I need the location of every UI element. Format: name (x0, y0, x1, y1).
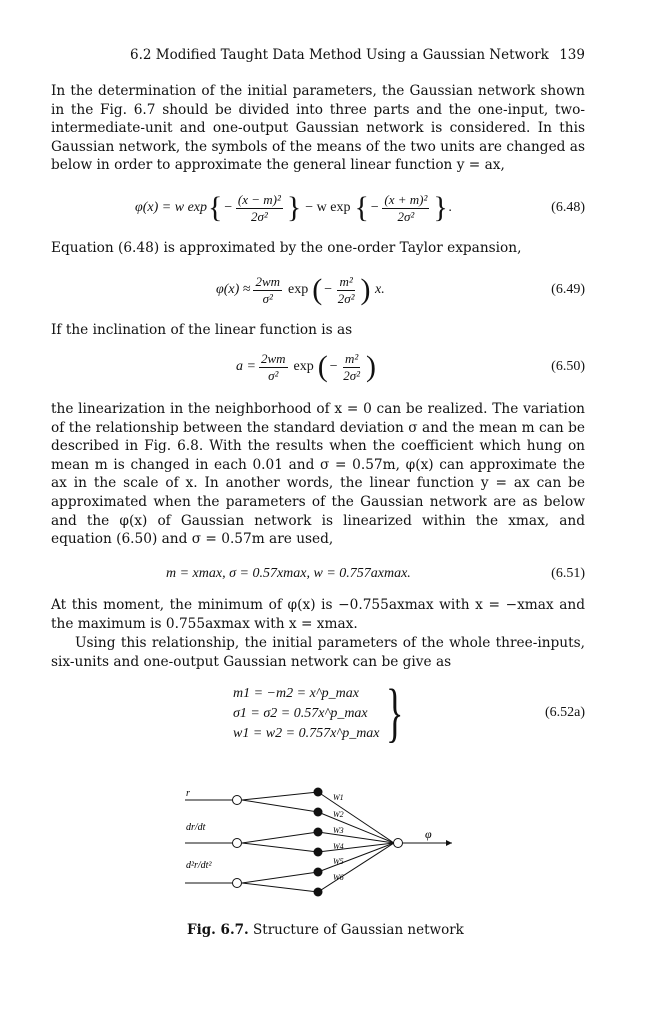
hidden-node (314, 848, 323, 857)
equation-6-49: φ(x) ≈ $\frac{2wm}{\text{σ²}}$ exp ( − $\frac{\text{m²}}{\text{2σ²}}$ ) x. (6.49) (216, 273, 585, 306)
input-label-dr-dt: dr/dt (186, 822, 206, 833)
weight-label-w2: W2 (333, 810, 344, 819)
weight-label-w3: W3 (333, 826, 344, 835)
output-node (394, 839, 403, 848)
eq649-tail: x. (375, 282, 385, 297)
eq649-lhs: φ(x) ≈ (216, 282, 251, 297)
eq648-minus: − w exp (305, 200, 351, 215)
eq649-exp: exp (288, 282, 309, 297)
eq652a-number: (6.52a) (544, 705, 585, 720)
hidden-node (314, 788, 323, 797)
input-label-r: r (186, 788, 190, 799)
weight-label-w6: W6 (333, 873, 344, 882)
paragraph-intro: In the determination of the initial parameters, the Gaussian network shown in the Fig. 6.7 should be divided into three parts and the one-input, two-intermediate-unit and one-output Gaussian network is considered. In this Gaussian network, the symbols of the means of the two units are changed as below in order to approximate the general linear function y = ax, (51, 83, 585, 174)
input-node (233, 839, 242, 848)
input-node (233, 879, 242, 888)
eq652a-line-1: m1 = −m2 = x^p_max (233, 686, 360, 701)
eq651-body: m = xmax, σ = 0.57xmax, w = 0.757axmax. (166, 566, 411, 581)
eq649-number: (6.49) (551, 282, 585, 297)
eq650-coef: $\frac{2wm}{\text{σ²}}$ (260, 350, 286, 383)
eq648-frac2: $\frac{\text{(x + m)²}}{\text{2σ²}}$ (384, 191, 428, 224)
paragraph-taylor: Equation (6.48) is approximated by the one-order Taylor expansion, (51, 240, 522, 256)
eq649-coef: $\frac{2wm}{\text{σ²}}$ (255, 273, 281, 306)
header-title: 6.2 Modified Taught Data Method Using a Gaussian Network (130, 47, 549, 63)
eq650-number: (6.50) (551, 359, 585, 374)
eq648-lhs: φ(x) = w exp (135, 200, 207, 215)
eq648-frac1: $\frac{\text{(x − m)²}}{\text{2σ²}}$ (237, 191, 281, 224)
caption-label: Fig. 6.7. (187, 922, 249, 938)
input-label-d2r-dt2: d²r/dt² (186, 860, 212, 871)
paragraph-linearization: the linearization in the neighborhood of x = 0 can be realized. The variation of the relationship between the standard deviation σ and the mean m can be described in Fig. 6.8. With the results when the coefficient which hung on mean m is changed in each 0.01 and σ = 0.57m, φ(x) can approximate the ax in the scale of x. In another words, the linear function y = ax can be approximated when the parameters of the Gaussian network are as below and the φ(x) of Gaussian network is linearized within the xmax, and equation (6.50) and σ = 0.57m are used, (51, 401, 585, 548)
equation-6-48: φ(x) = w exp { − $\frac{\text{(x − m)²}}{\text{2σ²}}$ } − w exp { − $\frac{\text{(x + m)²}}{\text{2σ²}}$ } . (6.48) (135, 191, 585, 224)
hidden-node (314, 808, 323, 817)
eq651-number: (6.51) (551, 566, 585, 581)
figure-caption (187, 922, 464, 938)
equation-6-52a (233, 684, 380, 744)
equation-6-50: a = $\frac{2wm}{\text{σ²}}$ exp ( − $\frac{\text{m²}}{\text{2σ²}}$ ) (6.50) (236, 350, 585, 383)
output-label-phi: φ (425, 827, 432, 841)
hidden-node (314, 868, 323, 877)
paragraph-inclination: If the inclination of the linear function is as (51, 322, 353, 338)
hidden-node (314, 888, 323, 897)
weight-label-w1: W1 (333, 793, 344, 802)
equation-6-51 (51, 563, 585, 585)
hidden-node (314, 828, 323, 837)
eq652a-line-3: w1 = w2 = 0.757x^p_max (233, 726, 380, 741)
paragraph-minmax: At this moment, the minimum of φ(x) is −0.755axmax with x = −xmax and the maximum is 0.755axmax with x = xmax. (51, 597, 585, 632)
caption-text: Structure of Gaussian network (253, 922, 464, 938)
running-header (130, 47, 585, 63)
eq652a-brace: } (386, 676, 404, 749)
page-number: 139 (559, 47, 585, 63)
paragraph-initial-params: Using this relationship, the initial parameters of the whole three-inputs, six-units and one-output Gaussian network can be give as (51, 635, 585, 670)
eq648-number: (6.48) (551, 200, 585, 215)
input-node (233, 796, 242, 805)
gaussian-network-diagram (170, 780, 470, 910)
eq652a-line-2: σ1 = σ2 = 0.57x^p_max (233, 706, 368, 721)
output-arrow (446, 840, 452, 846)
eq650-exp: exp (293, 359, 314, 374)
eq650-arg: $\frac{\text{m²}}{\text{2σ²}}$ (343, 350, 360, 383)
weight-label-w5: W5 (333, 857, 344, 866)
weight-label-w4: W4 (333, 842, 344, 851)
eq649-arg: $\frac{\text{m²}}{\text{2σ²}}$ (337, 273, 355, 306)
eq650-lhs: a = (236, 359, 256, 374)
